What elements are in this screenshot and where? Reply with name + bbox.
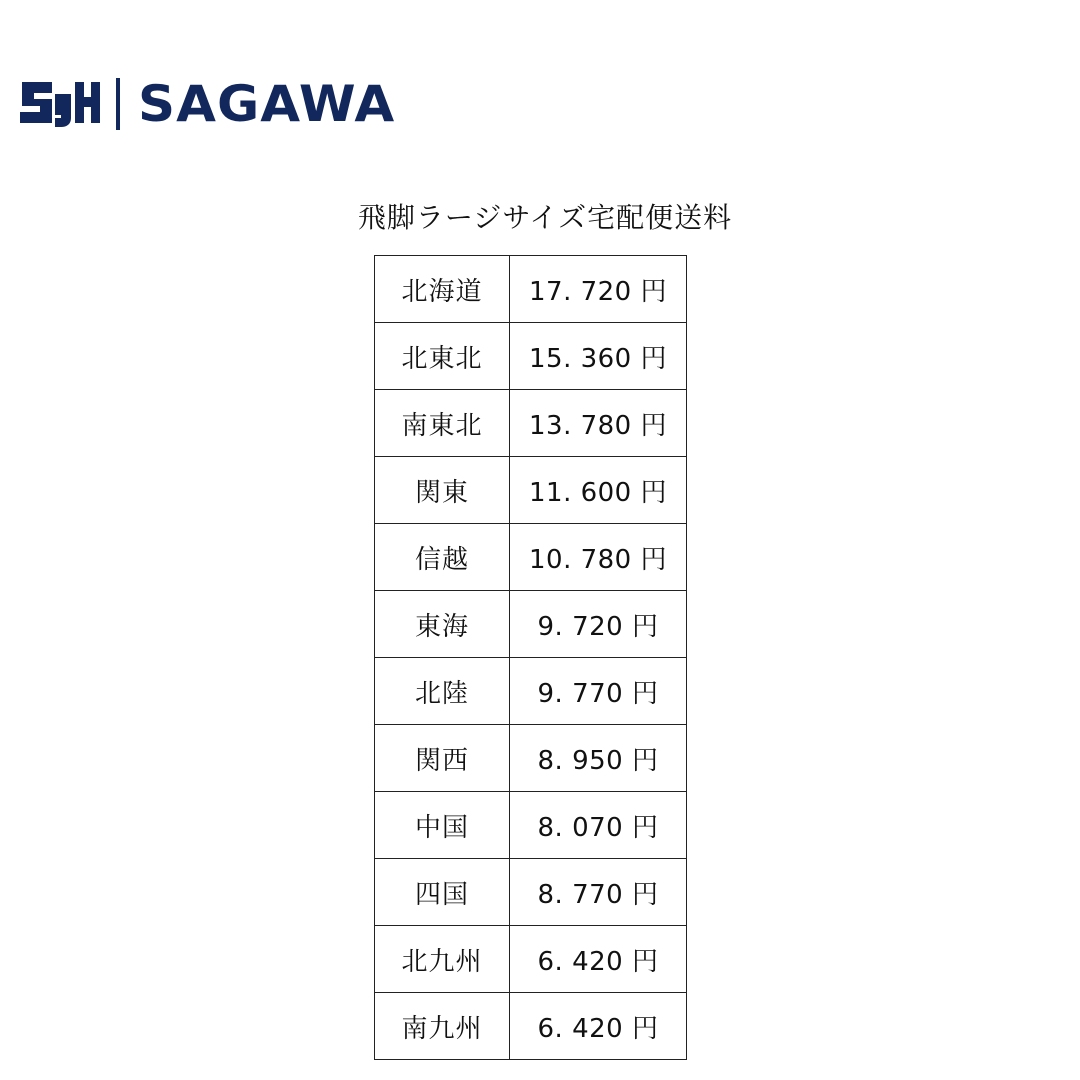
region-cell: 関東 xyxy=(375,457,510,524)
table-row xyxy=(375,457,687,524)
price-cell: 11. 600 円 xyxy=(510,457,687,524)
logo-divider xyxy=(116,78,120,130)
price-cell: 6. 420 円 xyxy=(510,926,687,993)
page-title: 飛脚ラージサイズ宅配便送料 xyxy=(357,201,733,234)
region-cell: 北東北 xyxy=(375,323,510,390)
shipping-fee-table-body xyxy=(375,256,687,1060)
price-cell: 8. 950 円 xyxy=(510,725,687,792)
table-row xyxy=(375,256,687,323)
sagawa-logo xyxy=(18,68,396,140)
price-cell: 6. 420 円 xyxy=(510,993,687,1060)
region-cell: 北陸 xyxy=(375,658,510,725)
price-cell: 13. 780 円 xyxy=(510,390,687,457)
region-cell: 東海 xyxy=(375,591,510,658)
price-cell: 15. 360 円 xyxy=(510,323,687,390)
region-cell: 中国 xyxy=(375,792,510,859)
sgh-logo-icon xyxy=(18,72,102,136)
region-cell: 南九州 xyxy=(375,993,510,1060)
region-cell: 北九州 xyxy=(375,926,510,993)
price-cell: 9. 770 円 xyxy=(510,658,687,725)
table-row xyxy=(375,390,687,457)
region-cell: 四国 xyxy=(375,859,510,926)
price-cell: 17. 720 円 xyxy=(510,256,687,323)
table-row xyxy=(375,859,687,926)
table-row xyxy=(375,323,687,390)
price-cell: 10. 780 円 xyxy=(510,524,687,591)
sagawa-wordmark: SAGAWA xyxy=(138,75,396,133)
table-row xyxy=(375,658,687,725)
table-row xyxy=(375,926,687,993)
table-row xyxy=(375,591,687,658)
table-row xyxy=(375,524,687,591)
region-cell: 信越 xyxy=(375,524,510,591)
table-row xyxy=(375,725,687,792)
region-cell: 北海道 xyxy=(375,256,510,323)
region-cell: 関西 xyxy=(375,725,510,792)
table-row xyxy=(375,792,687,859)
price-cell: 9. 720 円 xyxy=(510,591,687,658)
price-cell: 8. 070 円 xyxy=(510,792,687,859)
price-cell: 8. 770 円 xyxy=(510,859,687,926)
table-row xyxy=(375,993,687,1060)
region-cell: 南東北 xyxy=(375,390,510,457)
shipping-fee-table xyxy=(374,255,687,1060)
